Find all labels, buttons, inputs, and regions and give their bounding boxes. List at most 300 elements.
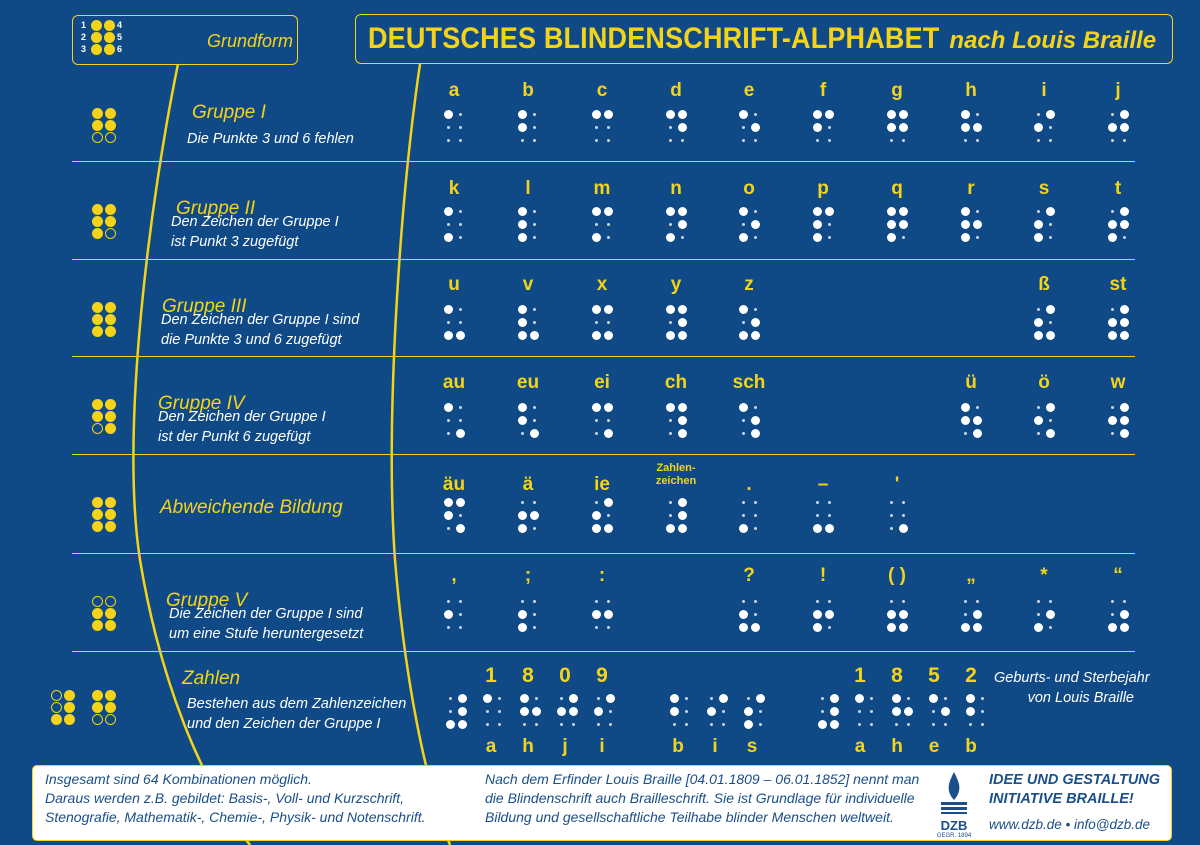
braille-dot-raised bbox=[887, 233, 896, 242]
braille-dot-flat bbox=[607, 236, 610, 239]
braille-dot-raised bbox=[813, 524, 822, 533]
braille-dot-raised bbox=[739, 331, 748, 340]
braille-dot-flat bbox=[51, 702, 62, 713]
braille-dot-raised bbox=[444, 207, 453, 216]
braille-dot-raised bbox=[678, 416, 687, 425]
braille-dot-raised bbox=[1120, 207, 1129, 216]
footer-credit: IDEE UND GESTALTUNG INITIATIVE BRAILLE! bbox=[989, 772, 1161, 807]
braille-dot-raised bbox=[446, 720, 455, 729]
braille-dot-raised bbox=[92, 509, 103, 520]
braille-cell bbox=[592, 305, 612, 343]
braille-dot-flat bbox=[976, 210, 979, 213]
braille-dot-flat bbox=[607, 321, 610, 324]
braille-dot-raised bbox=[518, 524, 527, 533]
braille-dot-flat bbox=[1111, 113, 1114, 116]
dot-number: 4 bbox=[117, 20, 123, 30]
braille-dot-flat bbox=[533, 126, 536, 129]
braille-cell bbox=[444, 305, 464, 343]
braille-cell bbox=[1034, 597, 1054, 635]
braille-dot-raised bbox=[892, 694, 901, 703]
braille-dot-flat bbox=[828, 236, 831, 239]
braille-dot-raised bbox=[105, 216, 116, 227]
braille-dot-flat bbox=[609, 710, 612, 713]
braille-dot-flat bbox=[1037, 406, 1040, 409]
braille-dot-flat bbox=[669, 321, 672, 324]
braille-dot-flat bbox=[685, 710, 688, 713]
braille-dot-raised bbox=[678, 220, 687, 229]
braille-dot-raised bbox=[92, 108, 103, 119]
braille-cell bbox=[739, 207, 759, 245]
braille-dot-raised bbox=[592, 524, 601, 533]
braille-dot-flat bbox=[669, 432, 672, 435]
braille-dot-flat bbox=[533, 113, 536, 116]
grundform-label: Grundform bbox=[207, 31, 294, 51]
braille-cell bbox=[557, 694, 577, 732]
braille-dot-raised bbox=[1046, 305, 1055, 314]
braille-letter-label: „ bbox=[966, 565, 976, 586]
braille-dot-flat bbox=[595, 139, 598, 142]
braille-dot-raised bbox=[592, 207, 601, 216]
braille-dot-flat bbox=[595, 600, 598, 603]
braille-dot-raised bbox=[899, 220, 908, 229]
braille-dot-flat bbox=[669, 419, 672, 422]
braille-dot-raised bbox=[825, 110, 834, 119]
digit-letter: h bbox=[522, 736, 534, 757]
dot-number: 1 bbox=[81, 20, 87, 30]
braille-dot-raised bbox=[973, 610, 982, 619]
braille-dot-flat bbox=[742, 432, 745, 435]
braille-dot-raised bbox=[1108, 318, 1117, 327]
braille-cell bbox=[855, 694, 875, 732]
braille-dot-flat bbox=[597, 697, 600, 700]
braille-dot-flat bbox=[521, 501, 524, 504]
braille-dot-flat bbox=[1037, 113, 1040, 116]
braille-dot-flat bbox=[890, 139, 893, 142]
braille-dot-raised bbox=[929, 694, 938, 703]
braille-cell bbox=[594, 694, 614, 732]
braille-dot-flat bbox=[521, 432, 524, 435]
braille-letter-label: e bbox=[743, 80, 755, 101]
braille-dot-raised bbox=[678, 524, 687, 533]
braille-letter-label: . bbox=[746, 474, 752, 495]
braille-dot-flat bbox=[1037, 139, 1040, 142]
braille-dot-flat bbox=[595, 321, 598, 324]
braille-dot-raised bbox=[666, 110, 675, 119]
braille-dot-raised bbox=[444, 498, 453, 507]
braille-dot-flat bbox=[976, 236, 979, 239]
braille-dot-flat bbox=[759, 723, 762, 726]
braille-dot-flat bbox=[1049, 126, 1052, 129]
braille-dot-raised bbox=[518, 511, 527, 520]
braille-dot-flat bbox=[870, 697, 873, 700]
braille-dot-flat bbox=[828, 514, 831, 517]
year-digit: 1 bbox=[485, 664, 497, 687]
braille-dot-raised bbox=[518, 233, 527, 242]
braille-dot-raised bbox=[604, 429, 613, 438]
braille-dot-flat bbox=[902, 501, 905, 504]
braille-cell bbox=[518, 110, 538, 148]
braille-dot-flat bbox=[486, 723, 489, 726]
braille-cell bbox=[966, 694, 986, 732]
braille-dot-flat bbox=[742, 126, 745, 129]
braille-dot-flat bbox=[742, 514, 745, 517]
braille-cell bbox=[739, 597, 759, 635]
braille-dot-flat bbox=[828, 126, 831, 129]
group-name: Zahlen bbox=[182, 668, 241, 689]
year-digit: 1 bbox=[854, 664, 866, 687]
braille-dot-raised bbox=[92, 228, 103, 239]
braille-dot-raised bbox=[1108, 416, 1117, 425]
braille-dot-flat bbox=[1037, 600, 1040, 603]
braille-dot-flat bbox=[498, 697, 501, 700]
braille-dot-flat bbox=[754, 139, 757, 142]
braille-dot-raised bbox=[569, 707, 578, 716]
braille-dot-raised bbox=[899, 110, 908, 119]
braille-dot-raised bbox=[92, 399, 103, 410]
braille-cell bbox=[592, 403, 612, 441]
row-divider bbox=[72, 454, 1135, 455]
braille-dot-flat bbox=[1111, 308, 1114, 311]
braille-dot-raised bbox=[887, 110, 896, 119]
braille-dot-raised bbox=[973, 623, 982, 632]
braille-dot-flat bbox=[533, 527, 536, 530]
braille-dot-flat bbox=[533, 210, 536, 213]
braille-dot-flat bbox=[858, 723, 861, 726]
braille-dot-flat bbox=[1049, 600, 1052, 603]
braille-dot-raised bbox=[1034, 331, 1043, 340]
braille-letter-label: k bbox=[448, 178, 460, 199]
braille-dot-raised bbox=[604, 207, 613, 216]
braille-dot-raised bbox=[973, 416, 982, 425]
braille-dot-flat bbox=[105, 228, 116, 239]
braille-dot-flat bbox=[754, 527, 757, 530]
braille-dot-flat bbox=[964, 600, 967, 603]
braille-dot-raised bbox=[518, 623, 527, 632]
braille-dot-flat bbox=[533, 139, 536, 142]
digit-letter: h bbox=[891, 736, 903, 757]
braille-letter-label: * bbox=[1040, 565, 1048, 586]
braille-dot-raised bbox=[105, 690, 116, 701]
braille-dot-flat bbox=[710, 697, 713, 700]
braille-dot-flat bbox=[459, 514, 462, 517]
braille-dot-raised bbox=[456, 331, 465, 340]
braille-dot-flat bbox=[858, 710, 861, 713]
braille-cell bbox=[483, 694, 503, 732]
braille-cell bbox=[444, 403, 464, 441]
braille-dot-flat bbox=[105, 714, 116, 725]
braille-cell bbox=[1034, 305, 1054, 343]
braille-letter-label: o bbox=[743, 178, 755, 199]
braille-dot-flat bbox=[607, 626, 610, 629]
braille-dot-raised bbox=[105, 608, 116, 619]
braille-dot-raised bbox=[666, 305, 675, 314]
braille-letter-label: eu bbox=[516, 372, 540, 393]
braille-dot-flat bbox=[964, 432, 967, 435]
braille-letter-label: x bbox=[596, 274, 608, 295]
braille-dot-raised bbox=[887, 123, 896, 132]
braille-dot-raised bbox=[458, 707, 467, 716]
braille-dot-raised bbox=[1120, 403, 1129, 412]
braille-letter-label: st bbox=[1109, 274, 1127, 295]
braille-cell bbox=[518, 207, 538, 245]
braille-dot-raised bbox=[92, 120, 103, 131]
braille-dot-flat bbox=[447, 126, 450, 129]
braille-dot-raised bbox=[751, 220, 760, 229]
braille-letter-label: au bbox=[442, 372, 466, 393]
braille-dot-flat bbox=[816, 600, 819, 603]
braille-dot-raised bbox=[604, 110, 613, 119]
braille-cell bbox=[707, 694, 727, 732]
year-note: Geburts- und Sterbejahr von Louis Braille bbox=[994, 670, 1150, 706]
braille-dot-raised bbox=[973, 123, 982, 132]
digit-letter: a bbox=[854, 736, 866, 757]
braille-cell bbox=[1108, 110, 1128, 148]
braille-dot-flat bbox=[754, 113, 757, 116]
braille-dot-flat bbox=[521, 139, 524, 142]
braille-cell bbox=[1108, 403, 1128, 441]
braille-cell bbox=[818, 694, 838, 732]
braille-dot-raised bbox=[592, 511, 601, 520]
braille-dot-flat bbox=[890, 501, 893, 504]
braille-dot-flat bbox=[447, 626, 450, 629]
braille-dot-raised bbox=[1120, 623, 1129, 632]
braille-dot-raised bbox=[751, 331, 760, 340]
braille-dot-flat bbox=[521, 600, 524, 603]
braille-dot-flat bbox=[932, 723, 935, 726]
braille-dot-flat bbox=[459, 126, 462, 129]
braille-cell bbox=[961, 597, 981, 635]
braille-dot-flat bbox=[498, 710, 501, 713]
braille-dot-raised bbox=[961, 623, 970, 632]
braille-cell bbox=[887, 597, 907, 635]
braille-dot-flat bbox=[1123, 139, 1126, 142]
dot-number: 2 bbox=[81, 32, 87, 42]
braille-dot-raised bbox=[530, 331, 539, 340]
braille-dot-raised bbox=[961, 110, 970, 119]
braille-dot-raised bbox=[592, 403, 601, 412]
braille-dot-raised bbox=[594, 707, 603, 716]
braille-dot-flat bbox=[459, 113, 462, 116]
braille-dot-raised bbox=[1034, 233, 1043, 242]
braille-dot-flat bbox=[754, 210, 757, 213]
braille-cell bbox=[592, 110, 612, 148]
braille-dot-flat bbox=[607, 419, 610, 422]
braille-dot-raised bbox=[961, 207, 970, 216]
braille-dot-raised bbox=[1046, 331, 1055, 340]
braille-letter-label: j bbox=[1115, 80, 1121, 101]
braille-dot-raised bbox=[966, 707, 975, 716]
braille-dot-flat bbox=[747, 697, 750, 700]
braille-dot-raised bbox=[666, 207, 675, 216]
braille-dot-raised bbox=[887, 220, 896, 229]
braille-dot-raised bbox=[1034, 123, 1043, 132]
braille-dot-flat bbox=[1111, 613, 1114, 616]
braille-dot-raised bbox=[887, 623, 896, 632]
braille-dot-raised bbox=[1120, 110, 1129, 119]
braille-dot-raised bbox=[92, 326, 103, 337]
braille-dot-flat bbox=[595, 501, 598, 504]
braille-dot-flat bbox=[447, 600, 450, 603]
braille-dot-raised bbox=[518, 416, 527, 425]
braille-dot-raised bbox=[92, 608, 103, 619]
year-digit: 9 bbox=[596, 664, 608, 687]
braille-dot-raised bbox=[1108, 331, 1117, 340]
page-subtitle: nach Louis Braille bbox=[949, 27, 1157, 54]
braille-dot-flat bbox=[754, 600, 757, 603]
braille-cell bbox=[92, 596, 112, 634]
braille-dot-flat bbox=[447, 432, 450, 435]
group-name: Abweichende Bildung bbox=[160, 497, 343, 518]
group-name: Gruppe I bbox=[192, 102, 266, 123]
braille-dot-flat bbox=[685, 697, 688, 700]
braille-dot-flat bbox=[1037, 613, 1040, 616]
braille-dot-raised bbox=[707, 707, 716, 716]
braille-dot-flat bbox=[932, 710, 935, 713]
braille-dot-raised bbox=[532, 707, 541, 716]
braille-dot-flat bbox=[595, 626, 598, 629]
braille-cell bbox=[1034, 403, 1054, 441]
braille-dot-flat bbox=[669, 514, 672, 517]
braille-dot-flat bbox=[1037, 308, 1040, 311]
braille-dot-raised bbox=[756, 694, 765, 703]
braille-dot-flat bbox=[533, 321, 536, 324]
braille-letter-label: ä bbox=[522, 474, 534, 495]
braille-dot-flat bbox=[944, 697, 947, 700]
group-description: Bestehen aus dem Zahlenzeichen und den Zeichen der Gruppe I bbox=[187, 696, 407, 732]
braille-dot-raised bbox=[825, 207, 834, 216]
braille-dot-flat bbox=[595, 432, 598, 435]
braille-letter-label: a bbox=[448, 80, 460, 101]
braille-dot-flat bbox=[669, 501, 672, 504]
digit-letter: i bbox=[712, 736, 718, 757]
braille-dot-flat bbox=[92, 423, 103, 434]
footer-contact[interactable]: www.dzb.de • info@dzb.de bbox=[989, 817, 1151, 832]
braille-dot-raised bbox=[105, 509, 116, 520]
braille-dot-raised bbox=[1108, 123, 1117, 132]
braille-cell bbox=[887, 207, 907, 245]
braille-cell bbox=[92, 302, 112, 340]
braille-dot-flat bbox=[742, 223, 745, 226]
braille-dot-flat bbox=[533, 308, 536, 311]
row-divider bbox=[72, 651, 1135, 652]
braille-dot-flat bbox=[533, 501, 536, 504]
year-digit: 2 bbox=[965, 664, 977, 687]
braille-dot-raised bbox=[444, 610, 453, 619]
braille-cell bbox=[520, 694, 540, 732]
braille-dot-raised bbox=[604, 305, 613, 314]
braille-dot-flat bbox=[1111, 600, 1114, 603]
braille-dot-flat bbox=[907, 697, 910, 700]
braille-dot-flat bbox=[92, 714, 103, 725]
braille-dot-raised bbox=[1120, 220, 1129, 229]
braille-dot-raised bbox=[678, 429, 687, 438]
braille-dot-raised bbox=[678, 110, 687, 119]
braille-dot-flat bbox=[964, 613, 967, 616]
braille-dot-flat bbox=[459, 613, 462, 616]
braille-dot-raised bbox=[92, 497, 103, 508]
footer-panel bbox=[32, 765, 1172, 841]
braille-dot-raised bbox=[444, 305, 453, 314]
braille-dot-flat bbox=[1049, 626, 1052, 629]
braille-dot-raised bbox=[444, 511, 453, 520]
braille-dot-flat bbox=[1049, 419, 1052, 422]
braille-dot-flat bbox=[560, 723, 563, 726]
braille-dot-raised bbox=[105, 314, 116, 325]
braille-dot-flat bbox=[754, 501, 757, 504]
braille-dot-raised bbox=[518, 318, 527, 327]
braille-dot-raised bbox=[1120, 610, 1129, 619]
braille-dot-raised bbox=[744, 720, 753, 729]
braille-dot-raised bbox=[1046, 403, 1055, 412]
braille-cell bbox=[666, 403, 686, 441]
braille-letter-label: ie bbox=[594, 474, 610, 495]
dot-number: 3 bbox=[81, 44, 87, 54]
braille-dot-raised bbox=[1120, 331, 1129, 340]
braille-dot-flat bbox=[533, 406, 536, 409]
row-divider bbox=[72, 161, 1135, 162]
braille-letter-label: f bbox=[819, 80, 827, 101]
braille-dot-raised bbox=[105, 702, 116, 713]
braille-dot-raised bbox=[518, 110, 527, 119]
braille-dot-raised bbox=[592, 610, 601, 619]
braille-dot-raised bbox=[518, 207, 527, 216]
braille-dot-flat bbox=[607, 514, 610, 517]
braille-cell bbox=[739, 498, 759, 536]
braille-dot-raised bbox=[678, 511, 687, 520]
braille-dot-flat bbox=[742, 321, 745, 324]
braille-dot-raised bbox=[518, 220, 527, 229]
braille-dot-flat bbox=[902, 236, 905, 239]
braille-dot-flat bbox=[533, 600, 536, 603]
braille-dot-raised bbox=[904, 707, 913, 716]
braille-dot-raised bbox=[1120, 305, 1129, 314]
braille-dot-raised bbox=[719, 694, 728, 703]
braille-dot-raised bbox=[813, 220, 822, 229]
braille-dot-raised bbox=[105, 620, 116, 631]
braille-dot-raised bbox=[92, 702, 103, 713]
braille-dot-raised bbox=[604, 403, 613, 412]
braille-dot-raised bbox=[105, 302, 116, 313]
braille-dot-flat bbox=[449, 710, 452, 713]
braille-dot-raised bbox=[678, 305, 687, 314]
braille-dot-flat bbox=[1037, 432, 1040, 435]
braille-dot-raised bbox=[1120, 318, 1129, 327]
digit-letter: a bbox=[485, 736, 497, 757]
braille-dot-raised bbox=[1108, 233, 1117, 242]
braille-dot-raised bbox=[92, 302, 103, 313]
braille-letter-label: ch bbox=[664, 372, 688, 393]
dot-number: 6 bbox=[117, 44, 123, 54]
braille-dot-raised bbox=[973, 429, 982, 438]
braille-cell bbox=[1034, 110, 1054, 148]
braille-dot-flat bbox=[821, 697, 824, 700]
braille-dot-flat bbox=[1123, 236, 1126, 239]
braille-dot-flat bbox=[607, 223, 610, 226]
group-description: Den Zeichen der Gruppe I sind die Punkte 3 und 6 zugefügt bbox=[161, 312, 360, 348]
braille-dot-raised bbox=[739, 233, 748, 242]
braille-dot-raised bbox=[739, 610, 748, 619]
digit-letter: b bbox=[672, 736, 684, 757]
braille-dot-flat bbox=[595, 223, 598, 226]
braille-dot-raised bbox=[678, 403, 687, 412]
braille-dot-flat bbox=[722, 710, 725, 713]
group-description: Die Zeichen der Gruppe I sind um eine Stufe heruntergesetzt bbox=[169, 606, 364, 642]
braille-dot-flat bbox=[742, 139, 745, 142]
braille-letter-label: v bbox=[522, 274, 534, 295]
braille-dot-flat bbox=[816, 514, 819, 517]
braille-dot-raised bbox=[670, 707, 679, 716]
braille-cell bbox=[518, 305, 538, 343]
